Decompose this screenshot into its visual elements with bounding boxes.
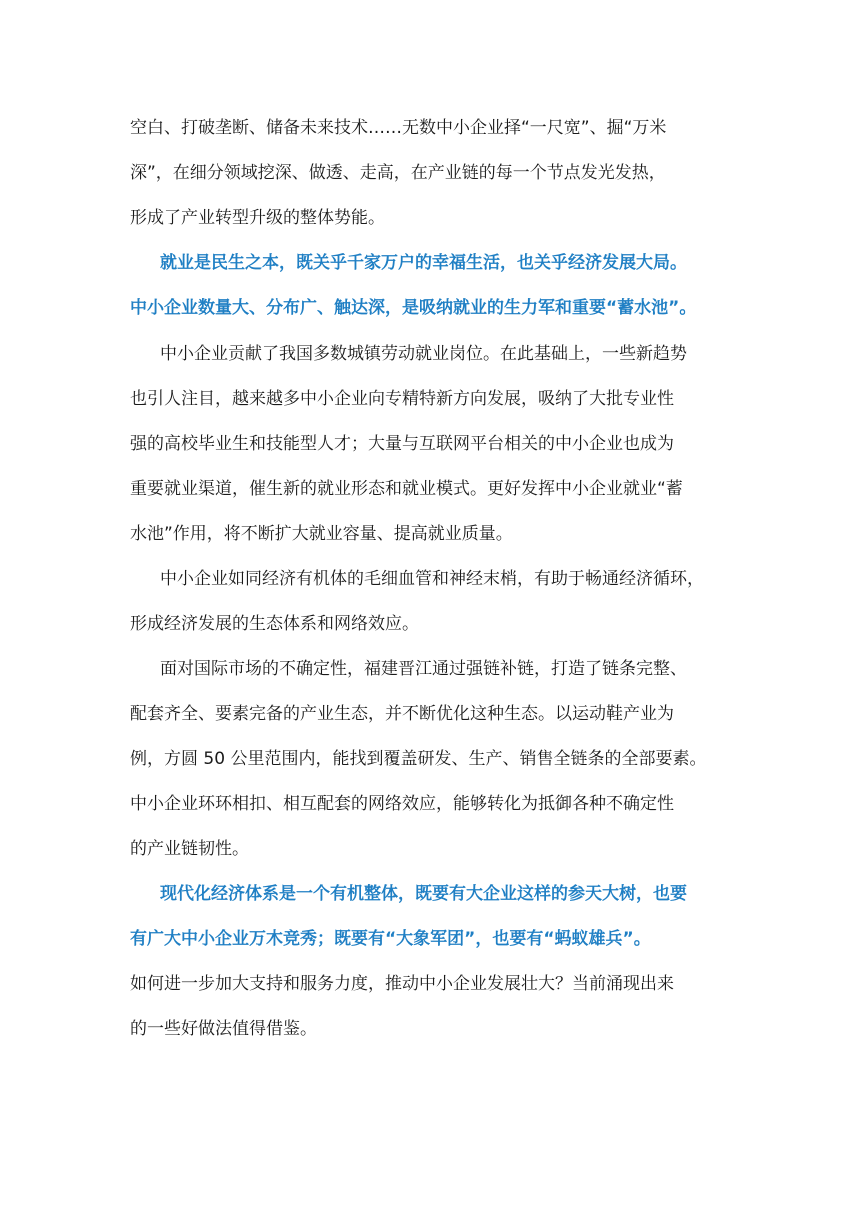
paragraph-5-line-4: 中小企业环环相扣、相互配套的网络效应，能够转化为抵御各种不确定性 bbox=[130, 794, 674, 814]
highlight-paragraph-1-line-2: 中小企业数量大、分布广、触达深，是吸纳就业的生力军和重要“蓄水池”。 bbox=[130, 298, 697, 318]
paragraph-5-line-2: 配套齐全、要素完备的产业生态，并不断优化这种生态。以运动鞋产业为 bbox=[130, 704, 674, 724]
paragraph-5-line-1: 面对国际市场的不确定性，福建晋江通过强链补链，打造了链条完整、 bbox=[160, 659, 687, 679]
paragraph-3-line-3: 强的高校毕业生和技能型人才；大量与互联网平台相关的中小企业也成为 bbox=[130, 434, 674, 454]
highlight-paragraph-2-line-2: 有广大中小企业万木竞秀；既要有“大象军团”，也要有“蚂蚁雄兵”。 bbox=[130, 929, 651, 949]
paragraph-4-line-2: 形成经济发展的生态体系和网络效应。 bbox=[130, 614, 419, 634]
paragraph-5-line-3: 例，方圆 50 公里范围内，能找到覆盖研发、生产、销售全链条的全部要素。 bbox=[130, 749, 707, 769]
highlight-paragraph-2-line-1: 现代化经济体系是一个有机整体，既要有大企业这样的参天大树，也要 bbox=[160, 884, 687, 904]
paragraph-3-line-4: 重要就业渠道，催生新的就业形态和就业模式。更好发挥中小企业就业“蓄 bbox=[130, 479, 683, 499]
highlight-paragraph-1-line-1: 就业是民生之本，既关乎千家万户的幸福生活，也关乎经济发展大局。 bbox=[160, 253, 687, 273]
paragraph-1-line-2: 深”，在细分领域挖深、做透、走高，在产业链的每一个节点发光发热， bbox=[130, 163, 666, 183]
paragraph-6-line-3: 如何进一步加大支持和服务力度，推动中小企业发展壮大？当前涌现出来 bbox=[130, 974, 674, 994]
paragraph-3-line-5: 水池”作用，将不断扩大就业容量、提高就业质量。 bbox=[130, 524, 513, 544]
paragraph-4-line-1: 中小企业如同经济有机体的毛细血管和神经末梢，有助于畅通经济循环， bbox=[160, 569, 704, 589]
paragraph-3-line-1: 中小企业贡献了我国多数城镇劳动就业岗位。在此基础上，一些新趋势 bbox=[160, 344, 687, 364]
paragraph-6-line-4: 的一些好做法值得借鉴。 bbox=[130, 1019, 317, 1039]
paragraph-5-line-5: 的产业链韧性。 bbox=[130, 839, 249, 859]
paragraph-1-line-1: 空白、打破垄断、储备未来技术……无数中小企业择“一尺宽”、掘“万米 bbox=[130, 118, 667, 138]
paragraph-3-line-2: 也引人注目，越来越多中小企业向专精特新方向发展，吸纳了大批专业性 bbox=[130, 389, 674, 409]
paragraph-1-line-3: 形成了产业转型升级的整体势能。 bbox=[130, 208, 385, 228]
